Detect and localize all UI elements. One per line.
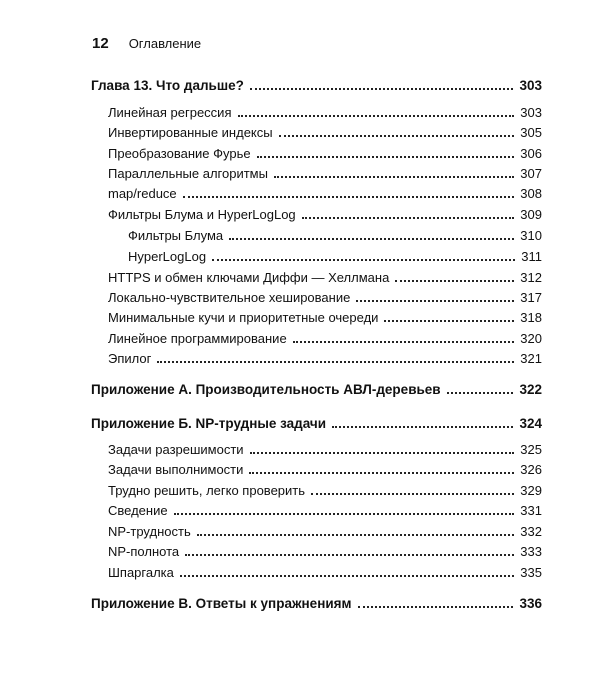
toc-entry [108, 205, 542, 225]
toc-entry-title: Сведение [108, 503, 168, 518]
toc-entry [108, 184, 542, 204]
dot-leader [384, 320, 514, 322]
toc-entry-page: 333 [520, 544, 542, 559]
dot-leader [238, 115, 515, 117]
toc-entry-title: Минимальные кучи и приоритетные очереди [108, 310, 379, 325]
toc-entry-title: Шпаргалка [108, 565, 174, 580]
toc-entry-title: Локально-чувствительное хеширование [108, 290, 351, 305]
dot-leader [249, 472, 514, 474]
toc-entry [108, 440, 542, 460]
toc-entry-page: 326 [520, 462, 542, 477]
toc-entry [108, 522, 542, 542]
dot-leader [293, 341, 515, 343]
toc-entry [108, 144, 542, 164]
toc-entry-page: 324 [519, 416, 542, 431]
toc-entry [108, 501, 542, 521]
toc-entry [108, 123, 542, 143]
toc-chapter-13 [91, 76, 542, 96]
toc-entry-title: Эпилог [108, 351, 152, 366]
toc-entry-title: Фильтры Блума и HyperLogLog [108, 207, 296, 222]
toc-entry-title: HTTPS и обмен ключами Диффи — Хеллмана [108, 270, 390, 285]
toc-entry-title: Задачи разрешимости [108, 442, 244, 457]
toc-entry-page: 310 [520, 228, 542, 243]
toc-entry-title: NP-трудность [108, 524, 191, 539]
dot-leader [174, 513, 515, 515]
dot-leader [180, 575, 514, 577]
dot-leader [185, 554, 514, 556]
toc-entry [108, 164, 542, 184]
toc-entry-title: HyperLogLog [128, 249, 207, 264]
dot-leader [279, 135, 515, 137]
toc-entry-page: 317 [520, 290, 542, 305]
toc-entry-title: map/reduce [108, 186, 177, 201]
dot-leader [274, 176, 514, 178]
toc-entry-page: 320 [520, 331, 542, 346]
dot-leader [229, 238, 514, 240]
dot-leader [311, 493, 514, 495]
toc-entry [128, 247, 542, 267]
toc-entry [108, 329, 542, 349]
toc-entry-title: Параллельные алгоритмы [108, 166, 268, 181]
toc-entry-page: 311 [521, 249, 542, 264]
toc-entry-title: Трудно решить, легко проверить [108, 483, 306, 498]
toc-entry-title: Линейное программирование [108, 331, 287, 346]
toc-entry-title: Фильтры Блума [128, 228, 224, 243]
dot-leader [250, 452, 515, 454]
toc-entry-page: 325 [520, 442, 542, 457]
toc-entry [108, 563, 542, 583]
toc-entry-page: 329 [520, 483, 542, 498]
toc-entry [108, 460, 542, 480]
running-head [92, 35, 201, 55]
dot-leader [197, 534, 515, 536]
dot-leader [395, 280, 514, 282]
toc-appendix-v [91, 594, 542, 614]
toc-entry [108, 349, 542, 369]
toc-entry-page: 321 [520, 351, 542, 366]
toc-entry-page: 307 [520, 166, 542, 181]
toc-entry [108, 308, 542, 328]
toc-entry-page: 305 [520, 125, 542, 140]
toc-entry-page: 308 [520, 186, 542, 201]
toc-entry-title: NP-полнота [108, 544, 180, 559]
toc-entry [128, 226, 542, 246]
page-number: 12 [92, 35, 109, 52]
dot-leader [257, 156, 515, 158]
toc-entry-page: 303 [519, 78, 542, 93]
toc-entry [108, 268, 542, 288]
dot-leader [332, 426, 513, 428]
toc-entry-page: 336 [519, 596, 542, 611]
dot-leader [447, 392, 514, 394]
toc-entry-page: 306 [520, 146, 542, 161]
dot-leader [302, 217, 515, 219]
toc-entry [108, 103, 542, 123]
toc-entry-page: 332 [520, 524, 542, 539]
toc-entry-page: 303 [520, 105, 542, 120]
toc-entry-page: 309 [520, 207, 542, 222]
dot-leader [157, 361, 514, 363]
toc-entry-page: 312 [520, 270, 542, 285]
dot-leader [212, 259, 515, 261]
toc-entry-title: Задачи выполнимости [108, 462, 244, 477]
toc-entry-title: Преобразование Фурье [108, 146, 251, 161]
toc-entry-title: Инвертированные индексы [108, 125, 273, 140]
toc-entry-title: Приложение Б. NP-трудные задачи [91, 416, 327, 431]
toc-appendix-b [91, 414, 542, 434]
dot-leader [356, 300, 514, 302]
toc-appendix-a [91, 380, 542, 400]
dot-leader [358, 606, 514, 608]
toc-entry-page: 322 [519, 382, 542, 397]
toc-entry-page: 331 [520, 503, 542, 518]
toc-entry [108, 481, 542, 501]
toc-entry-title: Приложение А. Производительность АВЛ-деревьев [91, 382, 441, 397]
toc-entry-page: 335 [520, 565, 542, 580]
toc-entry-title: Приложение В. Ответы к упражнениям [91, 596, 352, 611]
toc-entry-page: 318 [520, 310, 542, 325]
toc-entry-title: Глава 13. Что дальше? [91, 78, 244, 93]
toc-entry-title: Линейная регрессия [108, 105, 232, 120]
dot-leader [250, 88, 514, 90]
toc-entry [108, 542, 542, 562]
toc-entry [108, 288, 542, 308]
dot-leader [183, 196, 515, 198]
section-title: Оглавление [128, 36, 202, 51]
